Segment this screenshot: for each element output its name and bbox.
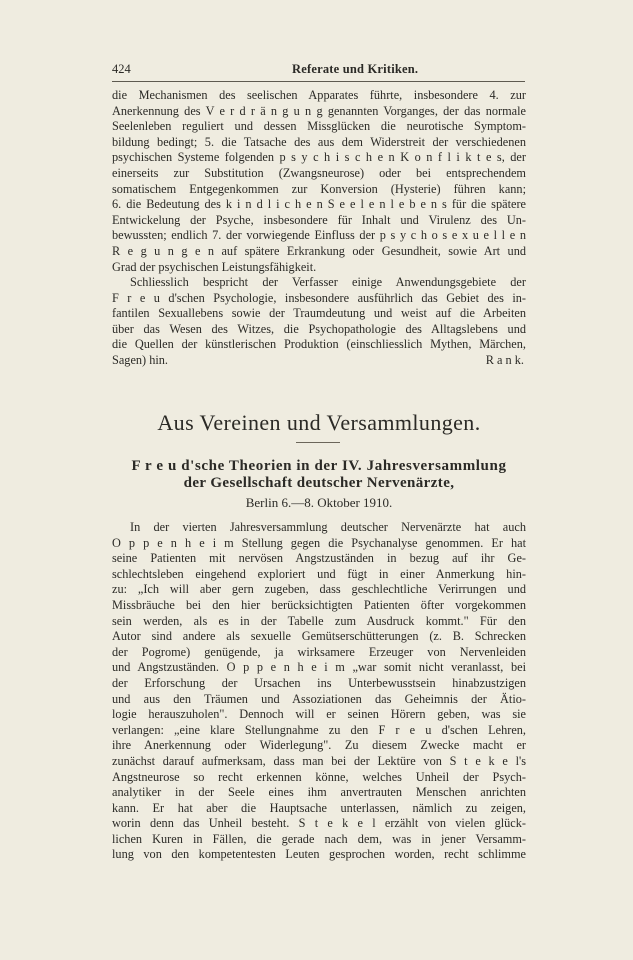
section-divider	[296, 442, 340, 443]
text-line: bewussten; endlich 7. der vorwiegende Einfluss der p s y c h o s e x u e l l e n	[112, 228, 526, 243]
text-line: zunächst darauf aufmerksam, dass man bei der Lektüre von S t e k e l's	[112, 753, 526, 768]
running-head: Referate und Kritiken.	[292, 62, 419, 76]
text-line: fantilen Sexuallebens sowie der Traumdeutung und weist auf die Arbeiten	[112, 306, 526, 321]
review-paragraph-2	[112, 275, 526, 369]
text-line: bildung bedingt; 5. die Tatsache des aus dem Widerstreit der verschiedenen	[112, 134, 526, 149]
header-rule	[112, 81, 525, 82]
text-line: Autor sind andere als sexuelle Gemütserschütterungen (z. B. Schrecken	[112, 629, 526, 644]
text-line: kann. Er hat aber die Hauptsache unterlassen, nämlich zu zeigen,	[112, 800, 526, 815]
page-number: 424	[112, 62, 131, 76]
text-line: Missbräuche bei den hier berücksichtigten Patienten öfter vorgekommen	[112, 597, 526, 612]
text-line: Seelenleben reguliert und dessen Missglücken die neurotische Symptom-	[112, 119, 526, 134]
text-line: der Pogrome) genügende, ja wirksamere Erzeuger von Nervenleiden	[112, 644, 526, 659]
text-line: somatischem Entgegenkommen zur Konversion (Hysterie) führen kann;	[112, 181, 526, 196]
review-paragraph-1	[112, 88, 526, 275]
text-line: psychischen Systeme folgenden p s y c h i s c h e n K o n f l i k t e s, der	[112, 150, 526, 165]
closing-text: Sagen) hin.	[112, 352, 169, 367]
text-line: über das Wesen des Witzes, die Psychopathologie des Alltagslebens und	[112, 321, 526, 336]
text-line: logie herauszuholen". Dennoch will er seinen Hörern geben, was sie	[112, 707, 526, 722]
text-line: 6. die Bedeutung des k i n d l i c h e n S e e l e n l e b e n s für die spätere	[112, 197, 526, 212]
text-line: Anerkennung des V e r d r ä n g u n g genannten Vorganges, der das normale	[112, 103, 526, 118]
text-line: Entwickelung der Psyche, insbesondere für Inhalt und Virulenz des Un-	[112, 212, 526, 227]
text-line: die Mechanismen des seelischen Apparates führte, insbesondere 4. zur	[112, 88, 526, 102]
text-line: Grad der psychischen Leistungsfähigkeit.	[112, 259, 317, 274]
signoff-line	[112, 353, 526, 369]
text-line: schlechtsleben eingehend exploriert und fügt in einer Anmerkung hin-	[112, 566, 526, 581]
reviewer-signature: R a n k.	[485, 352, 524, 367]
article-subtitle: der Gesellschaft deutscher Nervenärzte,	[183, 475, 455, 491]
text-line: In der vierten Jahresversammlung deutscher Nervenärzte hat auch	[130, 520, 526, 534]
text-line: der Erforschung der Ursachen ins Unterbewusstsein hinabzustzigen	[112, 675, 526, 690]
page-header	[112, 62, 524, 80]
text-line: analytiker in der Seele eines ihm anvertrauten Menschen anrichten	[112, 785, 526, 800]
text-line: R e g u n g e n auf spätere Erkrankung oder Gesundheit, sowie Art und	[112, 243, 526, 258]
article-body	[112, 520, 526, 863]
text-line: Angstneurose so recht erkennen könne, welches Unheil der Psych-	[112, 769, 526, 784]
text-line: sein werden, als es in der Tabelle zum Ausdruck kommt." Für den	[112, 613, 526, 628]
text-line: und Angstzuständen. O p p e n h e i m „war somit nicht veranlasst, bei	[112, 660, 526, 675]
text-line: O p p e n h e i m Stellung gegen die Psychanalyse genommen. Er hat	[112, 535, 526, 550]
section-heading: Aus Vereinen und Versammlungen.	[157, 410, 481, 435]
text-line: zu: „Ich will aber gern zugeben, dass geschlechtliche Verirrungen und	[112, 582, 526, 597]
text-line: die Quellen der künstlerischen Produktion (einschliesslich Mythen, Märchen,	[112, 337, 526, 352]
text-line: Schliesslich bespricht der Verfasser einige Anwendungsgebiete der	[130, 275, 526, 289]
text-line: lichen Kuren in Fällen, die gerade nach dem, was in jener Versamm-	[112, 831, 526, 846]
article-title: F r e u d'sche Theorien in der IV. Jahresversammlung	[131, 458, 507, 474]
text-line: lung von den kompetentesten Leuten gesprochen worden, recht schlimme	[112, 847, 526, 862]
text-line: und aus den Träumen und Assoziationen das Geheimnis der Ätio-	[112, 691, 526, 706]
text-line: verlangen: „eine klare Stellungnahme zu den F r e u d'schen Lehren,	[112, 722, 526, 737]
text-line: einerseits zur Substitution (Zwangsneurose) oder bei entsprechendem	[112, 165, 526, 180]
text-line: seine Patienten mit nervösen Angstzuständen in bezug auf ihr Ge-	[112, 551, 526, 566]
text-line: ihre Anerkennung oder Widerlegung". Zu diesem Zwecke macht er	[112, 738, 526, 753]
article-dateline: Berlin 6.—8. Oktober 1910.	[245, 495, 393, 510]
text-line: F r e u d'schen Psychologie, insbesondere ausführlich das Gebiet des in-	[112, 290, 526, 305]
text-line: worin denn das Unheil besteht. S t e k e l erzählt von vielen glück-	[112, 816, 526, 831]
